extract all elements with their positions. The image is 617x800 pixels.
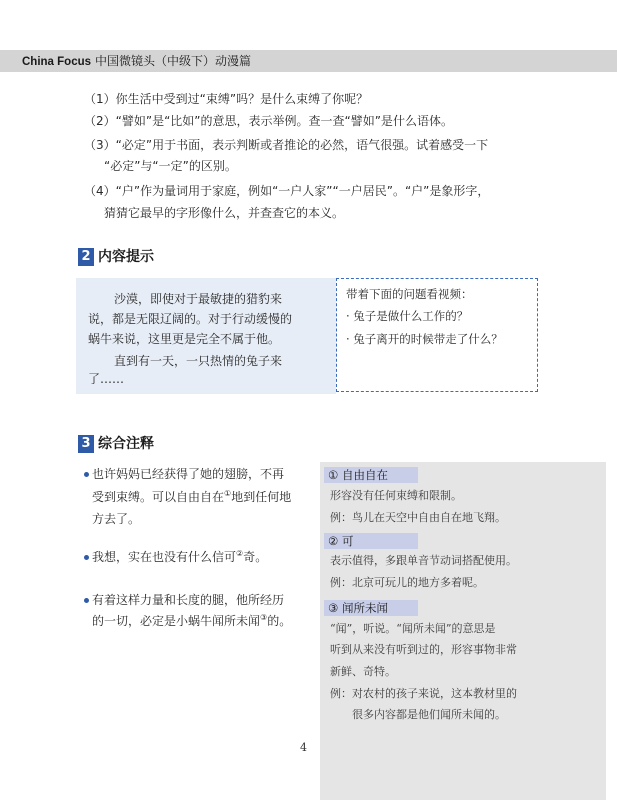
footnote-marker-3: ③ (260, 613, 268, 622)
footnote-marker-1: ① (224, 489, 232, 498)
bullet-1-line-3: 方去了。 (92, 512, 141, 526)
note-2-example: 例：北京可玩儿的地方多着呢。 (330, 576, 484, 589)
bullet-3-line-1: 有着这样力量和长度的腿，他所经历 (92, 593, 285, 607)
note-1-example: 例：鸟儿在天空中自由自在地飞翔。 (330, 511, 506, 524)
question-4: （4）“户”作为量词用于家庭，例如“一户人家”“一户居民”。“户”是象形字， (84, 184, 490, 198)
section-3-number: 3 (78, 435, 94, 453)
bullet-2-line-1: 我想，实在也没有什么信可②奇。 (92, 549, 268, 564)
note-2-line-1: 表示值得，多跟单音节动词搭配使用。 (330, 554, 517, 567)
book-title: 中国微镜头（中级下）动漫篇 (95, 54, 252, 68)
note-1-heading: ① 自由自在 (324, 467, 418, 483)
bullet-1-line-2: 受到束缚。可以自由自在①地到任何地 (92, 489, 292, 504)
question-1: （1）你生活中受到过“束缚”吗？是什么束缚了你呢？ (84, 92, 369, 106)
story-line-4: 直到有一天，一只热情的兔子来 (114, 354, 283, 368)
viewing-prompt: 带着下面的问题看视频： (346, 287, 473, 301)
footnote-marker-2: ② (236, 549, 244, 558)
note-1-line-1: 形容没有任何束缚和限制。 (330, 489, 462, 502)
note-3-example-cont: 很多内容都是他们闻所未闻的。 (352, 708, 506, 721)
note-3-heading: ③ 闻所未闻 (324, 600, 418, 616)
section-2-number: 2 (78, 248, 94, 266)
note-3-line-3: 新鲜、奇特。 (330, 665, 396, 678)
story-line-5: 了…… (88, 372, 125, 386)
story-line-2: 说，都是无限辽阔的。对于行动缓慢的 (88, 312, 293, 326)
page-number: 4 (300, 741, 307, 754)
viewing-question-2: · 兔子离开的时候带走了什么？ (346, 332, 503, 346)
viewing-question-1: · 兔子是做什么工作的？ (346, 309, 469, 323)
note-2-heading: ② 可 (324, 533, 418, 549)
note-3-line-2: 听到从来没有听到过的，形容事物非常 (330, 643, 517, 656)
note-3-example: 例：对农村的孩子来说，这本教材里的 (330, 687, 517, 700)
running-header (22, 52, 251, 71)
story-line-1: 沙漠，即使对于最敏捷的猎豹来 (114, 292, 283, 306)
question-3-cont: “必定”与“一定”的区别。 (104, 159, 237, 173)
bullet-dot (84, 598, 89, 603)
question-4-cont: 猜猜它最早的字形像什么，并查查它的本义。 (104, 206, 345, 220)
section-2-title: 内容提示 (98, 249, 154, 265)
question-2: （2）“譬如”是“比如”的意思，表示举例。查一查“譬如”是什么语体。 (84, 114, 453, 128)
series-name: China Focus (22, 56, 92, 68)
bullet-dot (84, 555, 89, 560)
story-line-3: 蜗牛来说，这里更是完全不属于他。 (88, 332, 281, 346)
section-3-title: 综合注释 (98, 436, 154, 452)
bullet-1-line-1: 也许妈妈已经获得了她的翅膀，不再 (92, 467, 285, 481)
bullet-dot (84, 472, 89, 477)
question-3: （3）“必定”用于书面，表示判断或者推论的必然，语气很强。试着感受一下 (84, 138, 489, 152)
bullet-3-line-2: 的一切，必定是小蜗牛闻所未闻③的。 (92, 613, 292, 628)
note-3-line-1: “闻”，听说。“闻所未闻”的意思是 (330, 622, 496, 635)
